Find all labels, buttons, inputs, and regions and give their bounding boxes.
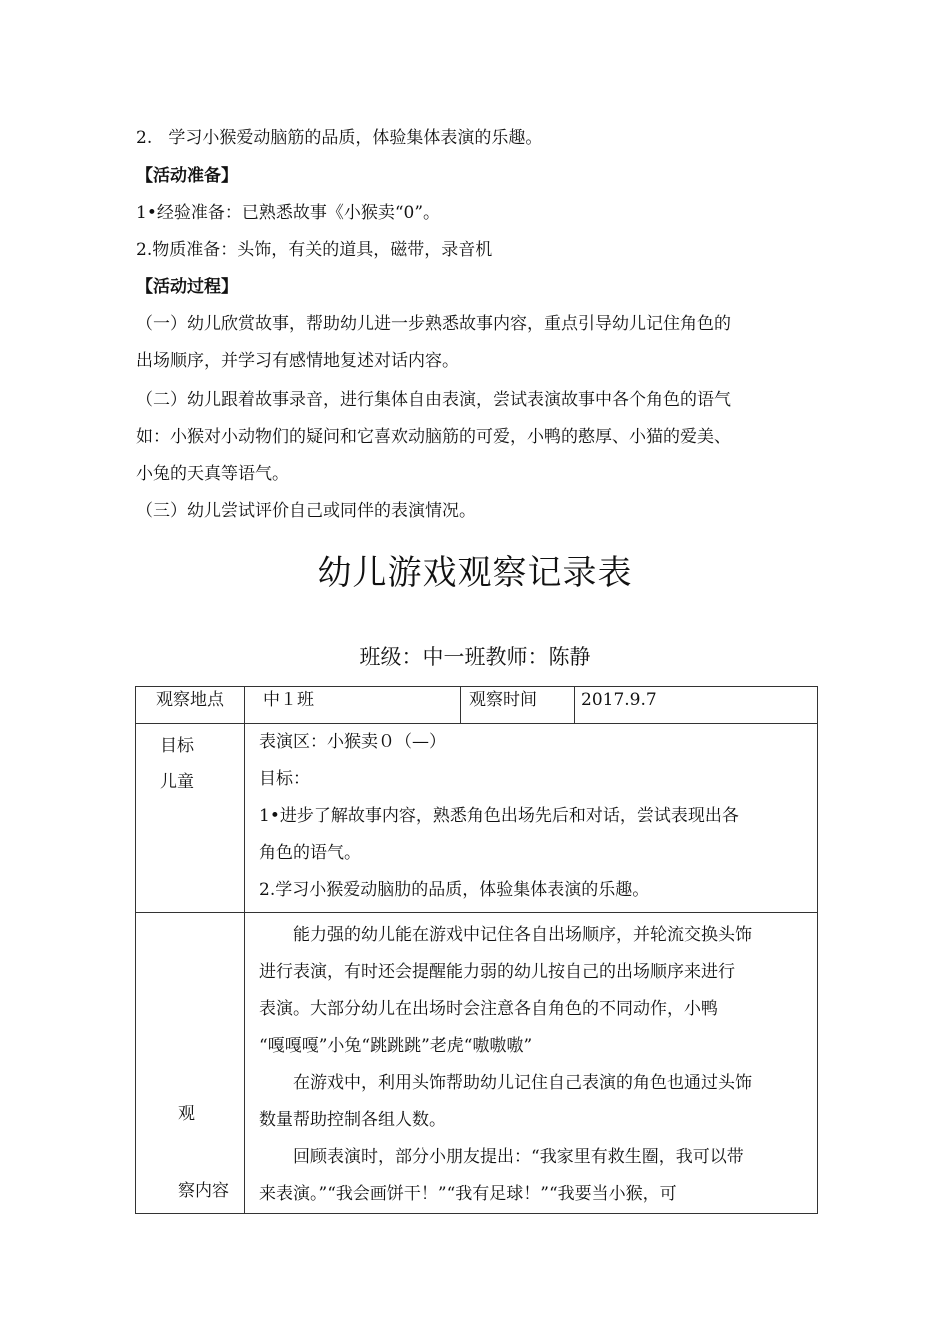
process-1-line-2: 出场顺序，并学习有感情地复述对话内容。 [136,351,459,371]
observation-p1-line-4: “嘎嘎嘎”小兔“跳跳跳”老虎“嗷嗷嗷” [259,1036,533,1056]
observation-p3-line-2: 来表演。”“我会画饼干！”“我有足球！”“我要当小猴，可 [259,1184,677,1204]
observation-label-line-1: 观 [178,1104,195,1124]
table-row [136,724,818,913]
observation-content-cell [245,913,818,1214]
prep-experience-text: 1•经验准备：已熟悉故事《小猴卖“0”。 [136,203,441,223]
observation-p1-line-1: 能力强的幼儿能在游戏中记住各自出场顺序，并轮流交换头饰 [293,925,752,945]
target-line-1: 表演区：小猴卖０（—） [259,732,446,752]
process-2-line-3: 小兔的天真等语气。 [136,464,289,484]
process-2-line-2: 如：小猴对小动物们的疑问和它喜欢动脑筋的可爱，小鸭的憨厚、小猫的爱美、 [136,427,731,447]
process-1-line-1: （一）幼儿欣赏故事，帮助幼儿进一步熟悉故事内容，重点引导幼儿记住角色的 [136,314,731,334]
prep-material-text: 2.物质准备：头饰，有关的道具，磁带，录音机 [136,240,493,260]
process-3-text: （三）幼儿尝试评价自己或同伴的表演情况。 [136,501,476,521]
observation-p2-line-1: 在游戏中，利用头饰帮助幼儿记住自己表演的角色也通过头饰 [293,1073,752,1093]
observation-p1-line-2: 进行表演，有时还会提醒能力弱的幼儿按自己的出场顺序来进行 [259,962,735,982]
process-heading: 【活动过程】 [136,277,238,297]
target-line-2: 目标： [259,769,310,789]
observation-p1-line-3: 表演。大部分幼儿在出场时会注意各自角色的不同动作，小鸭 [259,999,718,1019]
observation-label-cell [136,913,245,1214]
record-title: 幼儿游戏观察记录表 [317,553,633,593]
place-label: 观察地点 [136,687,245,724]
place-value: 中１班 [245,687,461,724]
target-label-cell [136,724,245,913]
target-content-cell [245,724,818,913]
observation-label-line-2: 察内容 [178,1181,229,1201]
goal-2-text: 2. 学习小猴爱动脑筋的品质，体验集体表演的乐趣。 [136,128,543,148]
observation-record-table [135,686,818,1214]
observation-p3-line-1: 回顾表演时，部分小朋友提出：“我家里有救生圈，我可以带 [293,1147,744,1167]
target-line-5: 2.学习小猴爱动脑肋的品质，体验集体表演的乐趣。 [259,880,650,900]
prep-heading: 【活动准备】 [136,166,238,186]
time-value: 2017.9.7 [575,687,818,724]
table-row [136,687,818,724]
target-line-4: 角色的语气。 [259,843,361,863]
observation-p2-line-2: 数量帮助控制各组人数。 [259,1110,446,1130]
record-subtitle: 班级：中一班教师：陈静 [359,645,591,669]
process-2-line-1: （二）幼儿跟着故事录音，进行集体自由表演，尝试表演故事中各个角色的语气 [136,390,731,410]
target-line-3: 1•进步了解故事内容，熟悉角色出场先后和对话，尝试表现出各 [259,806,739,826]
target-label-line-2: 儿童 [160,772,194,792]
time-label: 观察时间 [461,687,575,724]
table-row [136,913,818,1214]
target-label-line-1: 目标 [160,736,194,756]
